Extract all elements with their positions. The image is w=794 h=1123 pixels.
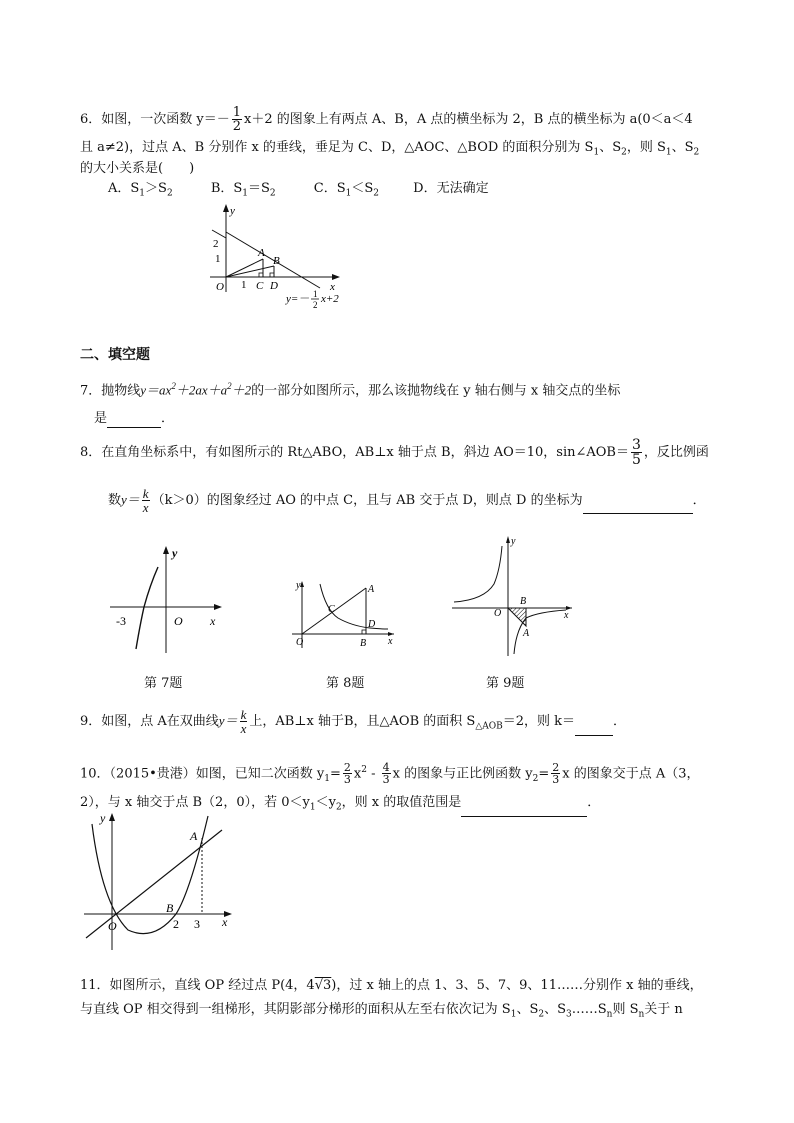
q11-line1: 11．如图所示，直线 OP 经过点 P(4，4√3)，过 x 轴上的点 1、3、5、7、9、11……分别作 x 轴的垂线，	[80, 978, 703, 993]
point-b-label: B	[166, 901, 174, 915]
line-eq-tail: x+2	[321, 293, 339, 305]
x-tick-neg3: -3	[116, 614, 126, 628]
option-b: B．$S_1=S_2$	[210, 181, 276, 199]
point-d-label: D	[270, 280, 278, 292]
line-eq-den: 2	[313, 300, 318, 310]
q7-figure	[110, 545, 230, 655]
fraction: $\frac{4}{3}$	[382, 761, 390, 787]
option-d: D．无法确定	[413, 181, 489, 196]
point-c-label: C	[256, 280, 264, 292]
fraction: $\frac{2}{3}$	[343, 761, 351, 787]
line-eq-label: y=－	[286, 293, 310, 305]
axis-x-label: x	[210, 614, 216, 628]
option-a: A．$S_1>S_2$	[108, 181, 173, 199]
fraction: $\frac{2}{3}$	[552, 761, 560, 787]
q6-text: 6．如图，一次函数 y＝－	[80, 112, 230, 127]
point-a-label: A	[258, 247, 265, 259]
origin-label: O	[296, 637, 304, 648]
q9-figure	[450, 534, 575, 659]
q6-figure	[200, 200, 350, 312]
q6-text: x＋2 的图象上有两点 A、B，A 点的横坐标为 2，B 点的横坐标为 a(0＜a＜4	[244, 112, 693, 127]
origin-label: O	[174, 614, 183, 628]
y-tick-1: 1	[215, 253, 221, 265]
axis-y-label: y	[172, 546, 178, 560]
fraction: $\frac{k}{x}$	[240, 707, 247, 736]
origin-label: O	[216, 281, 224, 293]
y-tick-2: 2	[213, 238, 219, 250]
origin-label: O	[108, 919, 117, 933]
q7-line1: 7．抛物线$y=ax^2+2ax+a^2+2$的一部分如图所示，那么该抛物线在 y 轴右侧与 x 轴交点的坐标	[80, 381, 621, 399]
q10-figure	[80, 812, 240, 952]
origin-label: O	[494, 608, 502, 619]
axis-x-label: x	[330, 281, 335, 293]
axis-x-label: x	[564, 610, 569, 621]
fig7-caption: 第 7题	[144, 676, 183, 691]
fraction: $\frac{3}{5}$	[631, 437, 641, 468]
x-tick-2: 2	[173, 917, 179, 931]
answer-blank[interactable]	[583, 499, 693, 514]
q8-figure	[290, 578, 400, 650]
point-c-label: C	[328, 604, 335, 615]
fraction: $\frac{k}{x}$	[142, 486, 149, 515]
fig8-caption: 第 8题	[326, 676, 365, 691]
point-b-label: B	[520, 596, 527, 607]
point-b-label: B	[360, 638, 367, 649]
q6-line3: 的大小关系是( )	[80, 161, 195, 176]
answer-blank[interactable]	[107, 413, 161, 428]
option-c: C．$S_1<S_2$	[313, 181, 380, 199]
section-title: 二、填空题	[80, 347, 150, 363]
q11-line2: 与直线 OP 相交得到一组梯形，其阴影部分梯形的面积从左至右依次记为 $S_1$、$S_2$、$S_3\dots\dots S_n$则 $S_n$关于 n	[80, 1002, 683, 1020]
fig9-caption: 第 9题	[486, 676, 525, 691]
axis-y-label: y	[100, 812, 106, 825]
axis-x-label: x	[388, 636, 393, 647]
point-b-label: B	[273, 255, 280, 267]
q10-line2: 2），与 x 轴交于点 B（2，0），若 $0<y_1<y_2$，则 x 的取值范围是 ．	[80, 794, 600, 817]
axis-y-label: y	[511, 536, 516, 547]
point-a-label: A	[368, 584, 375, 595]
line-eq-num: 1	[313, 289, 318, 299]
axis-y-label: y	[296, 580, 301, 591]
axis-y-label: y	[230, 205, 235, 217]
x-tick-3: 3	[194, 917, 200, 931]
point-d-label: D	[368, 619, 376, 630]
q6-line2: 且 a≠2)，过点 A、B 分别作 x 的垂线，垂足为 C、D，△AOC、△BOD 的面积分别为 $S_1$、$S_2$，则 $S_1$、$S_2$	[80, 140, 700, 158]
x-tick-1: 1	[241, 279, 247, 291]
answer-blank[interactable]	[461, 802, 587, 817]
q8-line2: 数y＝ $\frac{k}{x}$ （k＞0）的图象经过 AO 的中点 C，且与 AB 交于点 D，则点 D 的坐标为 ．	[108, 486, 706, 515]
answer-blank[interactable]	[575, 721, 613, 736]
q7-line2: 是 ．	[94, 411, 175, 426]
fraction: $\frac{1}{2}$	[232, 105, 242, 134]
axis-x-label: x	[222, 915, 228, 929]
point-a-label: A	[190, 829, 198, 843]
q6-line1	[80, 106, 693, 133]
q9-line: 9．如图，点 A在双曲线y＝ $\frac{k}{x}$ 上，AB⊥x 轴于B，且△AOB 的面积 $S_{\triangle AOB}=2$，则 k＝ ．	[80, 707, 627, 736]
q8-line1: 8．在直角坐标系中，有如图所示的 Rt△ABO，AB⊥x 轴于点 B，斜边 AO＝10，sin∠AOB＝ $\frac{3}{5}$ ，反比例函	[80, 437, 709, 468]
point-a-label: A	[523, 628, 530, 639]
q10-line1: 10．（2015•贵港）如图，已知二次函数 $y_1=$ $\frac{2}{3}$ $x^2$ - $\frac{4}{3}$ x 的图象与正比例函数 $y_2=$ $\frac{2}{3}$ x 的图象交于点 A（3，	[80, 761, 700, 787]
